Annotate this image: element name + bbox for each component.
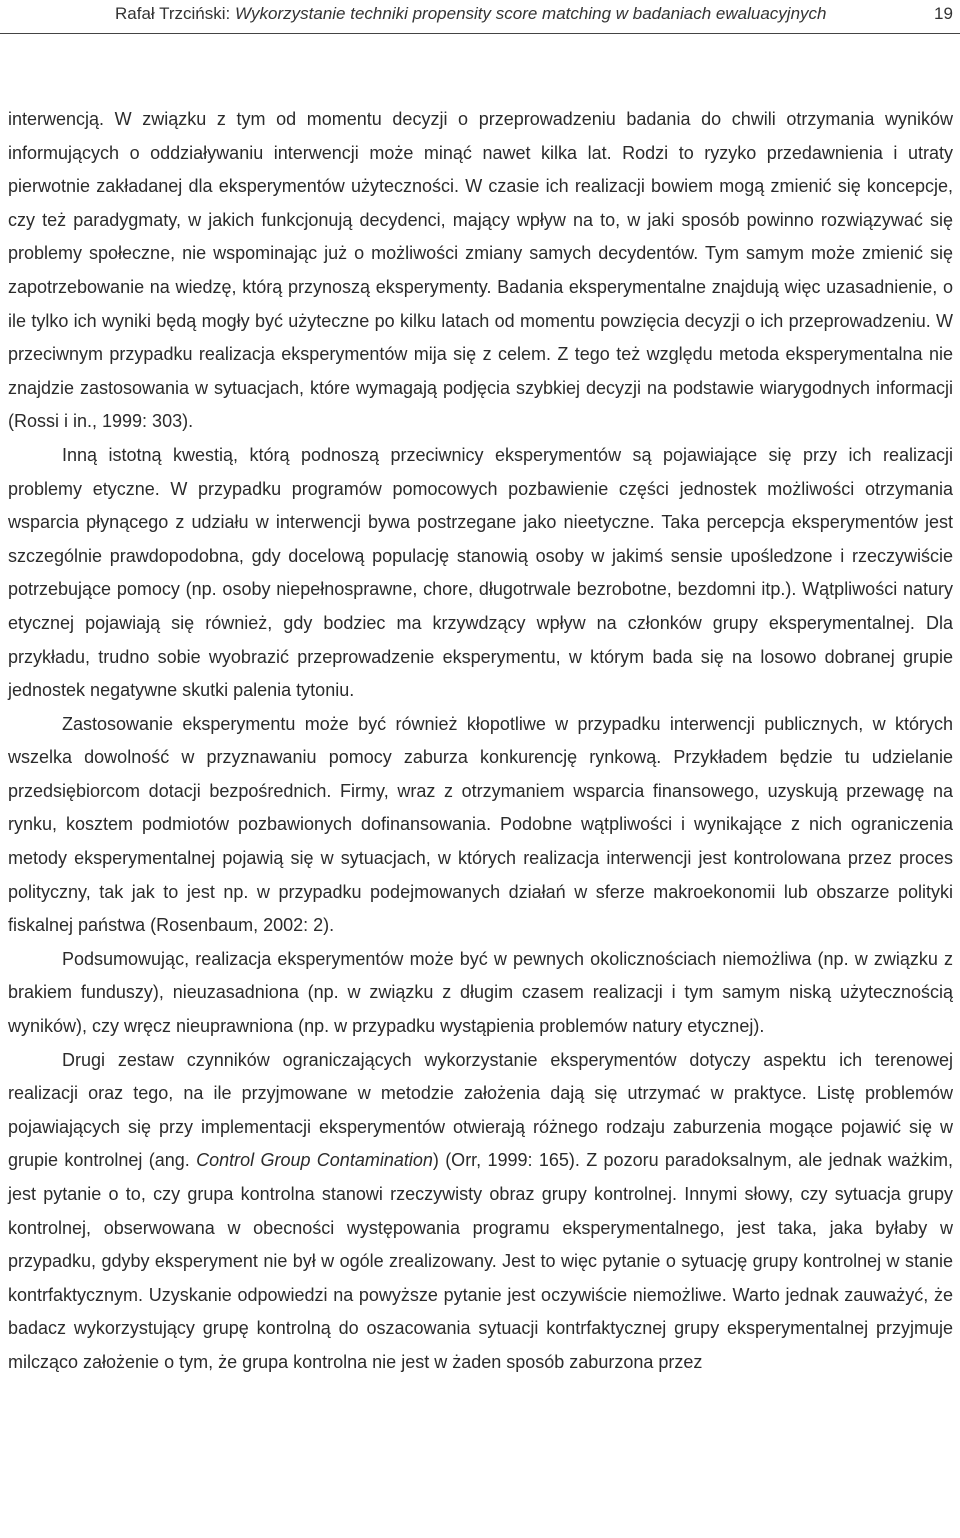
paragraph-text: Inną istotną kwestią, którą podnoszą przeciwnicy eksperymentów są pojawiające się przy ich realizacji problemy etyczne. W przypadku programów pomocowych pozbawienie części jednostek możliwości otrzymania wsparcia płynącego z udziału w interwencji bywa postrzegane jako nieetyczne. Taka percepcja eksperymentów jest szczególnie prawdopodobna, gdy docelową populację stanowią osoby w jakimś sensie upośledzone i rzeczywiście potrzebujące pomocy (np. osoby niepełnosprawne, chore, długotrwale bezrobotne, bezdomni itp.). Wątpliwości natury etycznej pojawiają się również, gdy bodziec ma krzywdzący wpływ na członków grupy eksperymentalnej. Dla przykładu, trudno sobie wyobrazić przeprowadzenie eksperymentu, w którym bada się na losowo dobranej grupie jednostek negatywne skutki palenia tytoniu.: [8, 444, 953, 701]
paragraph-italic-text: Control Group Contamination: [196, 1150, 433, 1171]
header-title: Wykorzystanie techniki propensity score matching w badaniach ewaluacyjnych: [234, 4, 827, 23]
paragraph: [8, 943, 953, 1044]
paragraph: [8, 1044, 953, 1380]
page-number: 19: [934, 4, 953, 23]
header-citation: [115, 4, 827, 24]
header-rule: [0, 33, 960, 34]
body-text: [8, 103, 953, 1380]
paragraph-text: Podsumowując, realizacja eksperymentów może być w pewnych okolicznościach niemożliwa (np. w związku z brakiem funduszy), nieuzasadniona (np. w związku z długim czasem realizacji i tym samym niską użytecznością wyników), czy wręcz nieuprawniona (np. w przypadku wystąpienia problemów natury etycznej).: [8, 948, 953, 1037]
paragraph: [8, 439, 953, 708]
header-author: Rafał Trzciński:: [115, 4, 235, 23]
running-header: [0, 0, 960, 34]
paragraph-text: Drugi zestaw czynników ograniczających wykorzystanie eksperymentów dotyczy aspektu ich terenowej realizacji oraz tego, na ile przyjmowane w metodzie założenia dają się utrzymać w praktyce. Listę problemów pojawiających się przy implementacji eksperymentów otwierają różnego rodzaju zaburzenia mogące pojawić się w grupie kontrolnej (ang.: [8, 1049, 953, 1171]
paragraph: [8, 708, 953, 943]
paragraph-text: interwencją. W związku z tym od momentu decyzji o przeprowadzeniu badania do chwili otrzymania wyników informujących o oddziaływaniu interwencji może minąć nawet kilka lat. Rodzi to ryzyko przedawnienia i utraty pierwotnie zakładanej dla eksperymentów użyteczności. W czasie ich realizacji bowiem mogą zmienić się koncepcje, czy też paradygmaty, w jakich funkcjonują decydenci, mający wpływ na to, w jaki sposób powinno rozwiązywać się problemy społeczne, nie wspominając już o możliwości zmiany samych decydentów. Tym samym może zmienić się zapotrzebowanie na wiedzę, którą przynoszą eksperymenty. Badania eksperymentalne znajdują więc uzasadnienie, o ile tylko ich wyniki będą mogły być użyteczne po kilku latach od momentu powzięcia decyzji o ich przeprowadzeniu. W przeciwnym przypadku realizacja eksperymentów mija się z celem. Z tego też względu metoda eksperymentalna nie znajdzie zastosowania w sytuacjach, które wymagają podjęcia szybkiej decyzji na podstawie wiarygodnych informacji (Rossi i in., 1999: 303).: [8, 109, 953, 432]
paragraph-text: Zastosowanie eksperymentu może być również kłopotliwe w przypadku interwencji publicznych, w których wszelka dowolność w przyznawaniu pomocy zaburza konkurencję rynkową. Przykładem będzie tu udzielanie przedsiębiorcom dotacji bezpośrednich. Firmy, wraz z otrzymaniem wsparcia finansowego, uzyskują przewagę na rynku, kosztem podmiotów pozbawionych dofinansowania. Podobne wątpliwości i wynikające z nich ograniczenia metody eksperymentalnej pojawią się w sytuacjach, w których realizacja interwencji jest kontrolowana przez proces polityczny, tak jak to jest np. w przypadku podejmowanych działań w sferze makroekonomii lub obszarze polityki fiskalnej państwa (Rosenbaum, 2002: 2).: [8, 713, 953, 936]
paragraph-text: ) (Orr, 1999: 165). Z pozoru paradoksalnym, ale jednak ważkim, jest pytanie o to, czy grupa kontrolna stanowi rzeczywisty obraz grupy kontrolnej. Innymi słowy, czy sytuacja grupy kontrolnej, obserwowana w obecności występowania programu eksperymentalnego, jest taka, jaka byłaby w przypadku, gdyby eksperyment nie był w ogóle zrealizowany. Jest to więc pytanie o sytuację grupy kontrolnej w stanie kontrfaktycznym. Uzyskanie odpowiedzi na powyższe pytanie jest oczywiście niemożliwe. Warto jednak zauważyć, że badacz wykorzystujący grupę kontrolną do oszacowania sytuacji kontrfaktycznej grupy eksperymentalnej przyjmuje milcząco założenie o tym, że grupa kontrolna nie jest w żaden sposób zaburzona przez: [8, 1150, 954, 1372]
paragraph: [8, 103, 953, 439]
